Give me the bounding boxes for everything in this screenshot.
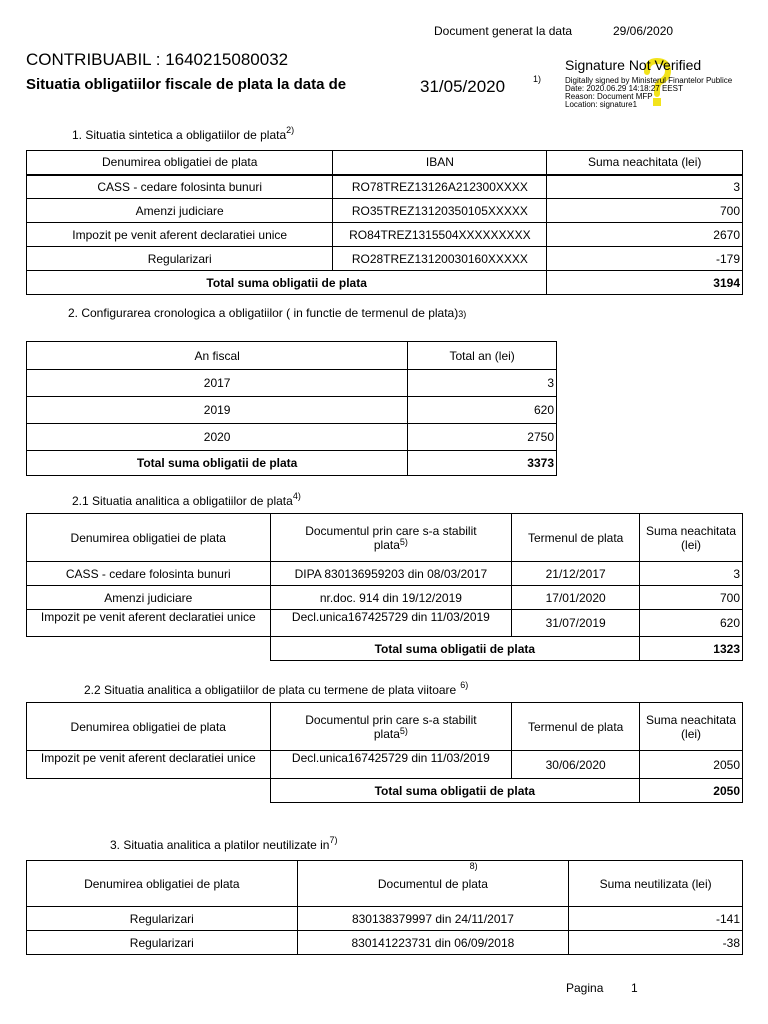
taxpayer-id: 1640215080032: [165, 50, 289, 69]
cell: 3: [640, 562, 743, 586]
cell: 2019: [27, 397, 408, 424]
table-row: [27, 424, 557, 451]
total-label: Total suma obligatii de plata: [270, 779, 640, 803]
cell: 620: [640, 610, 743, 637]
cell: 830141223731 din 06/09/2018: [297, 931, 569, 955]
total-label: Total suma obligatii de plata: [270, 637, 640, 661]
table-header-row: [27, 861, 743, 907]
signature-status: Signature Not Verified: [565, 57, 702, 73]
col-header-line: plata: [373, 537, 400, 552]
table-row: [27, 397, 557, 424]
cell: -179: [547, 247, 743, 271]
total-row: [27, 271, 743, 295]
col-header: Total an (lei): [408, 342, 557, 370]
col-header-line: Documentul prin care s-a stabilit: [305, 712, 477, 727]
cell: Regularizari: [27, 247, 333, 271]
table-row: [27, 247, 743, 271]
total-value: 3373: [408, 451, 557, 476]
section22-title-text: 2.2 Situatia analitica a obligatiilor de plata cu termene de plata viitoare: [84, 683, 457, 697]
cell: 2017: [27, 370, 408, 397]
col-header-line: Documentul de plata: [377, 876, 488, 891]
section3-title-text: 3. Situatia analitica a platilor neutilizate in: [110, 838, 330, 852]
col-header-line: Documentul prin care s-a stabilit: [305, 523, 477, 538]
col-header-note: 5): [399, 725, 408, 736]
section21-title-text: 2.1 Situatia analitica a obligatiilor de plata: [72, 494, 293, 508]
cell: 2750: [408, 424, 557, 451]
section3-note: 7): [329, 835, 338, 845]
col-header: Denumirea obligatiei de plata: [27, 514, 271, 562]
table-header-row: [27, 151, 743, 175]
col-header: Termenul de plata: [512, 514, 640, 562]
section1-title-text: 1. Situatia sintetica a obligatiilor de plata: [72, 128, 287, 142]
table-row: [27, 751, 743, 779]
section1-table: [26, 150, 743, 295]
cell: Amenzi judiciare: [27, 199, 333, 223]
cell: RO35TREZ13120350105XXXXX: [333, 199, 547, 223]
cell: RO28TREZ13120030160XXXXX: [333, 247, 547, 271]
total-value: 3194: [547, 271, 743, 295]
table-row: [27, 907, 743, 931]
cell: Regularizari: [27, 931, 298, 955]
generated-date: 29/06/2020: [613, 24, 674, 38]
total-label: Total suma obligatii de plata: [27, 271, 547, 295]
col-header: An fiscal: [27, 342, 408, 370]
col-header: Denumirea obligatiei de plata: [27, 703, 271, 751]
cell: CASS - cedare folosinta bunuri: [27, 175, 333, 199]
table-header-row: [27, 342, 557, 370]
cell: Regularizari: [27, 907, 298, 931]
report-date-note: 1): [533, 74, 542, 84]
cell: 2020: [27, 424, 408, 451]
cell: 17/01/2020: [512, 586, 640, 610]
total-value: 1323: [640, 637, 743, 661]
col-header: Termenul de plata: [512, 703, 640, 751]
signature-line: Digitally signed by Ministerul Finantelor Publice: [565, 76, 733, 85]
cell: 3: [547, 175, 743, 199]
cell: 2050: [640, 751, 743, 779]
cell: 21/12/2017: [512, 562, 640, 586]
section22-title: [84, 680, 469, 697]
signature-details: [565, 77, 732, 109]
section21-note: 4): [292, 491, 301, 501]
cell: Decl.unica167425729 din 11/03/2019: [270, 610, 512, 637]
section3-title: [110, 835, 338, 852]
cell: -141: [569, 907, 743, 931]
cell: nr.doc. 914 din 19/12/2019: [270, 586, 512, 610]
section21-title: [72, 491, 301, 508]
signature-line: Reason: Document MFP: [565, 92, 653, 101]
table-row: [27, 610, 743, 637]
table-row: [27, 175, 743, 199]
cell: DIPA 830136959203 din 08/03/2017: [270, 562, 512, 586]
col-header: [270, 514, 512, 562]
page-label: Pagina: [566, 981, 604, 995]
cell: Decl.unica167425729 din 11/03/2019: [270, 751, 512, 779]
section22-note: 6): [460, 680, 469, 690]
section2-note: 3): [458, 309, 467, 319]
cell: Impozit pe venit aferent declaratiei unice: [27, 610, 271, 637]
cell: -38: [569, 931, 743, 955]
cell: 620: [408, 397, 557, 424]
cell: Amenzi judiciare: [27, 586, 271, 610]
report-date: 31/05/2020: [420, 77, 506, 96]
cell: 2670: [547, 223, 743, 247]
total-label: Total suma obligatii de plata: [27, 451, 408, 476]
col-header-line: plata: [373, 726, 400, 741]
section2-title-text: 2. Configurarea cronologica a obligatiilor ( in functie de termenul de plata): [68, 306, 459, 320]
cell: CASS - cedare folosinta bunuri: [27, 562, 271, 586]
cell: 700: [640, 586, 743, 610]
cell: Impozit pe venit aferent declaratiei unice: [27, 223, 333, 247]
section21-table: [26, 513, 743, 661]
section22-table: [26, 702, 743, 803]
total-row: [27, 779, 743, 803]
section2-table: [26, 341, 557, 476]
col-header: [297, 861, 569, 907]
col-header: Denumirea obligatiei de plata: [27, 861, 298, 907]
section2-title: [68, 306, 466, 320]
taxpayer-label: CONTRIBUABIL :: [26, 50, 161, 69]
section3-table: [26, 860, 743, 955]
empty-cell: [27, 779, 271, 803]
table-row: [27, 370, 557, 397]
cell: 3: [408, 370, 557, 397]
page-number: 1: [631, 981, 638, 995]
col-header: Suma neutilizata (lei): [569, 861, 743, 907]
table-header-row: [27, 514, 743, 562]
total-value: 2050: [640, 779, 743, 803]
cell: 700: [547, 199, 743, 223]
section1-note: 2): [286, 125, 295, 135]
signature-line: Date: 2020.06.29 14:18:27 EEST: [565, 84, 683, 93]
col-header: [270, 703, 512, 751]
col-header: IBAN: [333, 151, 547, 175]
col-header-note: 8): [469, 861, 478, 871]
cell: 31/07/2019: [512, 610, 640, 637]
empty-cell: [27, 637, 271, 661]
taxpayer-line: [26, 50, 288, 70]
total-row: [27, 451, 557, 476]
cell: 830138379997 din 24/11/2017: [297, 907, 569, 931]
cell: Impozit pe venit aferent declaratiei unice: [27, 751, 271, 779]
table-row: [27, 931, 743, 955]
cell: 30/06/2020: [512, 751, 640, 779]
signature-line: Location: signature1: [565, 100, 638, 109]
cell: RO78TREZ13126A212300XXXX: [333, 175, 547, 199]
section1-title: [72, 125, 295, 142]
col-header: Suma neachitata (lei): [640, 703, 743, 751]
table-row: [27, 199, 743, 223]
col-header: Denumirea obligatiei de plata: [27, 151, 333, 175]
table-row: [27, 223, 743, 247]
table-row: [27, 562, 743, 586]
table-row: [27, 586, 743, 610]
generated-date-label: Document generat la data: [434, 24, 573, 38]
col-header-note: 5): [399, 536, 408, 547]
page-title: Situatia obligatiilor fiscale de plata la data de: [26, 76, 347, 93]
col-header: Suma neachitata (lei): [640, 514, 743, 562]
col-header: Suma neachitata (lei): [547, 151, 743, 175]
total-row: [27, 637, 743, 661]
cell: RO84TREZ1315504XXXXXXXXX: [333, 223, 547, 247]
table-header-row: [27, 703, 743, 751]
